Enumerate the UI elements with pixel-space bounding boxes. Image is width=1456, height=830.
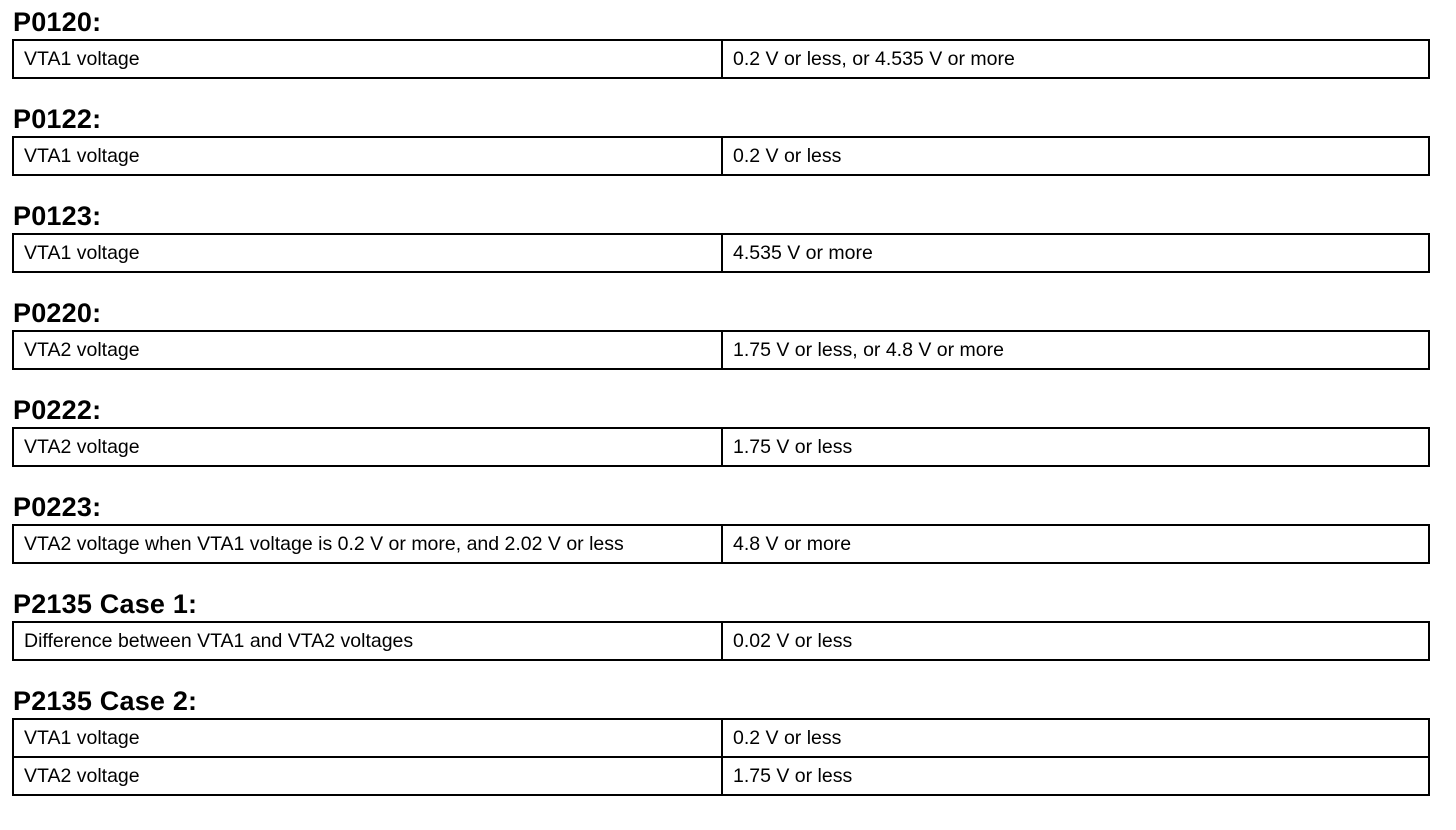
dtc-condition-table [12,330,1430,370]
dtc-condition-table [12,718,1430,796]
dtc-section-p0120 [12,7,1430,79]
dtc-section-p0222 [12,395,1430,467]
dtc-section-p2135-case-2 [12,686,1430,796]
dtc-section-p0223 [12,492,1430,564]
condition-cell: VTA2 voltage when VTA1 voltage is 0.2 V or more, and 2.02 V or less [13,525,722,563]
dtc-condition-table [12,427,1430,467]
threshold-cell: 0.02 V or less [722,622,1429,660]
dtc-condition-table [12,233,1430,273]
threshold-cell: 0.2 V or less [722,719,1429,757]
condition-cell: VTA1 voltage [13,40,722,78]
condition-cell: VTA1 voltage [13,719,722,757]
dtc-section-p2135-case-1 [12,589,1430,661]
threshold-cell: 0.2 V or less, or 4.535 V or more [722,40,1429,78]
condition-cell: VTA1 voltage [13,234,722,272]
dtc-section-p0123 [12,201,1430,273]
dtc-condition-table [12,524,1430,564]
table-row [13,40,1429,78]
dtc-code-heading: P0223: [13,492,102,522]
dtc-code-heading: P2135 Case 2: [13,686,198,716]
dtc-section-p0122 [12,104,1430,176]
table-row [13,525,1429,563]
dtc-code-heading: P0220: [13,298,102,328]
threshold-cell: 4.8 V or more [722,525,1429,563]
dtc-code-heading: P0120: [13,7,102,37]
condition-cell: VTA2 voltage [13,428,722,466]
table-row [13,757,1429,795]
condition-cell: VTA2 voltage [13,757,722,795]
dtc-code-heading: P0122: [13,104,102,134]
threshold-cell: 1.75 V or less [722,757,1429,795]
dtc-section-p0220 [12,298,1430,370]
dtc-condition-table [12,621,1430,661]
condition-cell: Difference between VTA1 and VTA2 voltages [13,622,722,660]
dtc-condition-table [12,39,1430,79]
dtc-code-heading: P0123: [13,201,102,231]
threshold-cell: 0.2 V or less [722,137,1429,175]
table-row [13,137,1429,175]
threshold-cell: 1.75 V or less, or 4.8 V or more [722,331,1429,369]
table-row [13,428,1429,466]
dtc-code-heading: P2135 Case 1: [13,589,198,619]
table-row [13,719,1429,757]
table-row [13,331,1429,369]
condition-cell: VTA2 voltage [13,331,722,369]
threshold-cell: 1.75 V or less [722,428,1429,466]
table-row [13,622,1429,660]
threshold-cell: 4.535 V or more [722,234,1429,272]
dtc-code-heading: P0222: [13,395,102,425]
condition-cell: VTA1 voltage [13,137,722,175]
dtc-condition-table [12,136,1430,176]
table-row [13,234,1429,272]
